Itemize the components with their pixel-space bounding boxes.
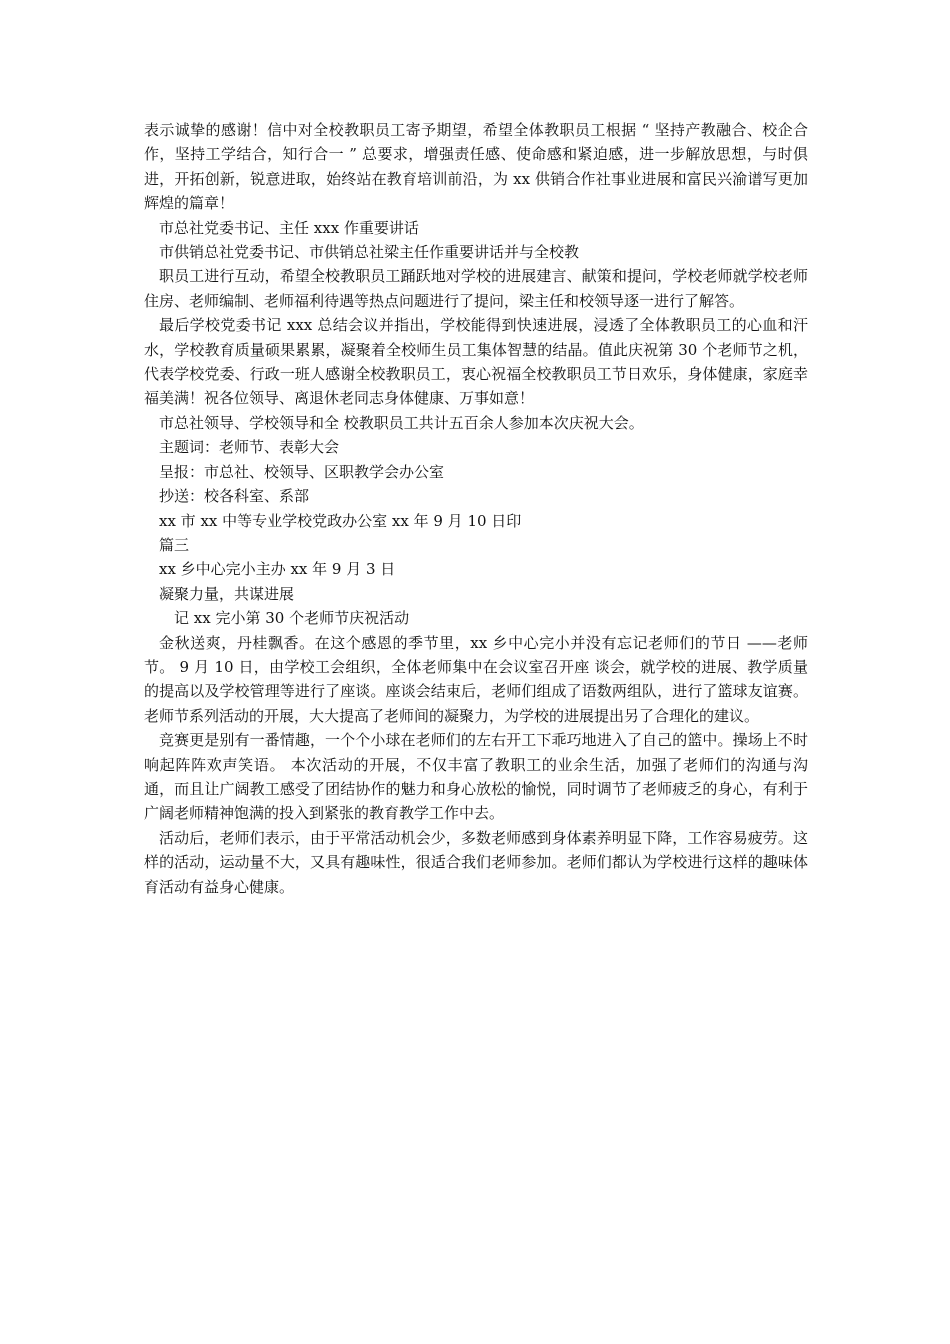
paragraph-organizer-date: xx 乡中心完小主办 xx 年 9 月 3 日 [159, 560, 396, 579]
article-subtitle: 记 xx 完小第 30 个老师节庆祝活动 [174, 609, 410, 628]
paragraph-director-speech: 市总社党委书记、主任 xxx 作重要讲话 [159, 218, 419, 237]
paragraph-gratitude-letter: 表示诚挚的感谢！信中对全校教职员工寄予期望，希望全体教职员工根据 “ 坚持产教融合、校企合作，坚持工学结合，知行合一 ” 总要求，增强责任感、使命感和紧迫感，进一步解放思想，与时俱进，开拓创新，锐意进取，始终站在教育培训前沿，为 xx 供销合作社事业进展和富民兴渝谱写更加辉煌的篇章！ [144, 121, 808, 213]
article-title: 凝聚力量，共谋进展 [159, 584, 295, 603]
paragraph-keywords: 主题词：老师节、表彰大会 [159, 438, 340, 457]
paragraph-copied-to: 抄送：校各科室、系部 [159, 487, 310, 506]
paragraph-attendance: 市总社领导、学校领导和全 校教职员工共计五百余人参加本次庆祝大会。 [159, 413, 644, 432]
paragraph-teacher-feedback: 活动后，老师们表示，由于平常活动机会少，多数老师感到身体素养明显下降，工作容易疲劳。这样的活动，运动量不大，又具有趣味性，很适合我们老师参加。老师们都认为学校进行这样的趣味体育活动有益身心健康。 [144, 828, 808, 896]
document-body [144, 118, 808, 899]
paragraph-basketball-match: 竞赛更是别有一番情趣，一个个小球在老师们的左右开工下乖巧地进入了自己的篮中。操场上不时响起阵阵欢声笑语。 本次活动的开展，不仅丰富了教职工的业余生活，加强了老师们的沟通与沟通，而且让广阔教工感受了团结协作的魅力和身心放松的愉悦，同时调节了老师疲乏的身心，有利于广阔老师精神饱满的投入到紧张的教育教学工作中去。 [144, 731, 808, 823]
paragraph-submitted-to: 呈报：市总社、校领导、区职教学会办公室 [159, 462, 445, 481]
section-heading-part-three: 篇三 [159, 535, 190, 554]
paragraph-issuing-office: xx 市 xx 中等专业学校党政办公室 xx 年 9 月 10 日印 [159, 511, 522, 530]
paragraph-party-secretary-summary: 最后学校党委书记 xxx 总结会议并指出，学校能得到快速进展，浸透了全体教职员工的心血和汗水，学校教育质量硕果累累，凝聚着全校师生员工集体智慧的结晶。值此庆祝第 30 个老师节之机，代表学校党委、行政一班人感谢全校教职员工，衷心祝福全校教职员工节日欢乐，身体健康，家庭幸福美满！祝各位领导、离退休老同志身体健康、万事如意！ [144, 316, 808, 408]
paragraph-liang-speech: 市供销总社党委书记、市供销总社梁主任作重要讲话并与全校教 [159, 243, 580, 262]
paragraph-staff-interaction: 职员工进行互动，希望全校教职员工踊跃地对学校的进展建言、献策和提问，学校老师就学校老师住房、老师编制、老师福利待遇等热点问题进行了提问，梁主任和校领导逐一进行了解答。 [144, 267, 808, 310]
paragraph-autumn-event: 金秋送爽，丹桂飘香。在这个感恩的季节里，xx 乡中心完小并没有忘记老师们的节日 ——老师节。 9 月 10 日，由学校工会组织，全体老师集中在会议室召开座 谈会，就学校的进展、教学质量的提高以及学校管理等进行了座谈。座谈会结束后，老师们组成了语数两组队，进行了篮球友谊赛。老师节系列活动的开展，大大提高了老师间的凝聚力，为学校的进展提出另了合理化的建议。 [144, 633, 808, 725]
